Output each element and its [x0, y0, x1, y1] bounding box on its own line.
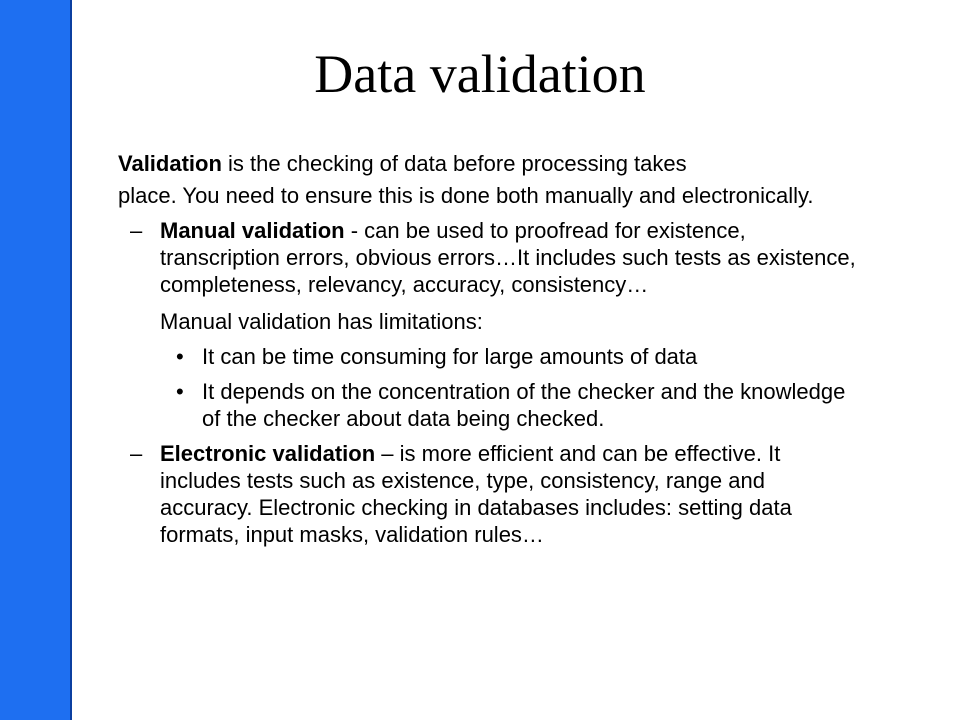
intro-line1: is the checking of data before processing takes — [221, 151, 687, 176]
limitation-bullet — [160, 378, 858, 432]
bullet-icon: • — [176, 344, 184, 369]
manual-text: - can be used to proofread for existence, transcription errors, obvious errors…It includes such tests as existence, completeness, relevancy, accuracy, consistency… — [160, 218, 856, 297]
slide-body — [118, 150, 858, 548]
bullet-text: It depends on the concentration of the checker and the knowledge of the checker about data being checked. — [202, 379, 846, 431]
electronic-validation-item — [118, 440, 858, 548]
intro-line2: place. You need to ensure this is done both manually and electronically. — [118, 183, 814, 208]
manual-limitations-note: Manual validation has limitations: — [160, 309, 483, 334]
limitation-bullet — [160, 343, 858, 370]
electronic-text: – is more efficient and can be effective. It includes tests such as existence, type, consistency, range and accuracy. Electronic checking in databases includes: setting data formats, input masks, validation rules… — [160, 441, 792, 547]
bullet-text: It can be time consuming for large amounts of data — [202, 344, 698, 369]
bullet-icon: • — [176, 379, 184, 404]
manual-validation-item — [118, 217, 858, 432]
dash-marker: – — [130, 218, 143, 243]
intro-bold-term: Validation — [118, 151, 222, 176]
intro-paragraph — [118, 150, 858, 209]
dash-marker: – — [130, 441, 143, 466]
slide-title: Data validation — [314, 44, 646, 104]
electronic-bold-term: Electronic validation — [160, 441, 376, 466]
manual-bold-term: Manual validation — [160, 218, 345, 243]
